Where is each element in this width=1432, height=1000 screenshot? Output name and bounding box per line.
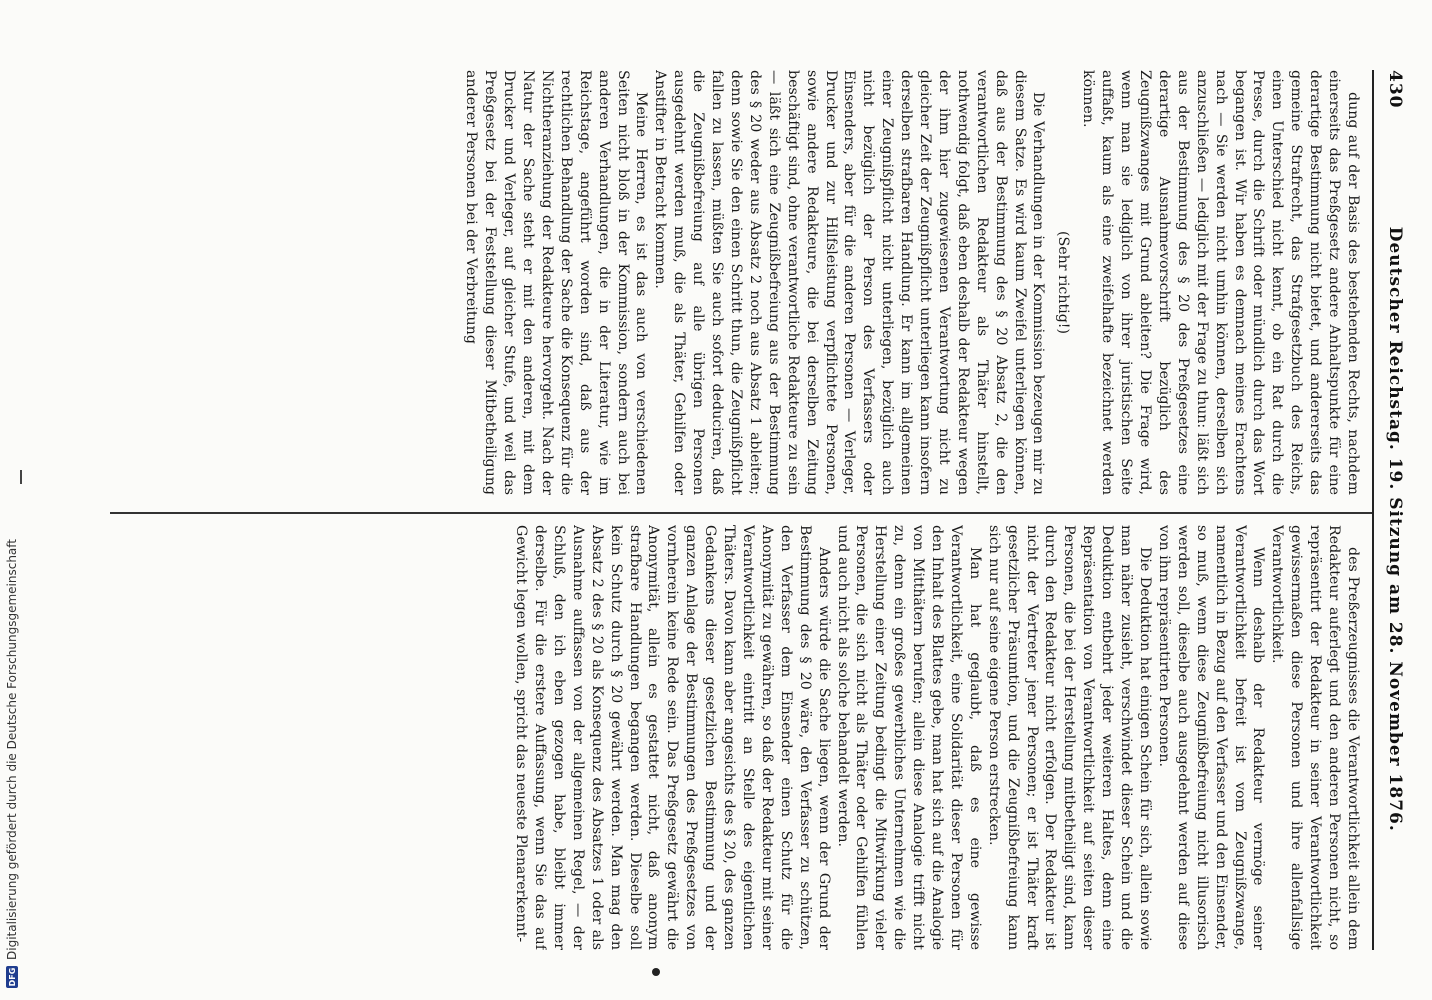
- paragraph: Die Verhandlungen in der Kommission bezeugen mir zu diesem Satze. Es wird kaum Zweifel unterliegen können, daß aus der Bestimmung des § 20 Absatz 2, die den verantwortlichen Redakteur als Thäter hinstellt, nothwendig folgt, daß eben deshalb der Redakteur wegen der ihm hier zugewiesenen Verantwortung nicht zu gleicher Zeit der Zeugnißpflicht unterliegen kann insofern derselben strafbaren Handlung. Er kann im allgemeinen einer Zeugnißpflicht nicht unterliegen, bezüglich auch nicht bezüglich der Person des Verfassers oder Einsenders, aber für die anderen Personen — Verleger, Drucker und zur Hilfsleistung verpflichtete Personen, sowie andere Redakteure, die bei derselben Zeitung beschäftigt sind, ohne verantwortliche Redakteure zu sein — läßt sich eine Zeugnißbefreiung aus der Bestimmung des § 20 weder aus Absatz 2 noch aus Absatz 1 ableiten; denn sowie Sie den einen Schritt thun, die Zeugnißpflicht fallen zu lassen, müßten Sie auch sofort deduciren, daß die Zeugnißbefreiung auf alle übrigen Personen ausgedehnt werden muß, die als Thäter, Gehilfen oder Anstifter in Betracht kommen.: [652, 70, 1047, 495]
- header-title: Deutscher Reichstag. 19. Sitzung am 28. November 1876.: [1385, 226, 1405, 832]
- margin-dot: [652, 968, 660, 976]
- paragraph: Anders würde die Sache liegen, wenn der Grund der Bestimmung des § 20 wäre, den Verfasser zu schützen, den Verfasser dem Einsender einen Schutz für die Anonymität zu gewähren, so daß der Redakteur mit seiner Verantwortlichkeit eintritt an Stelle des eigentlichen Thäters. Davon kann aber angesichts des § 20, des ganzen Gedankens dieser gesetzlichen Bestimmung und der ganzen Anlage der Bestimmungen des Preßgesetzes von vornherein keine Rede sein. Das Preßgesetz gewährt die Anonymität, allein es gestattet nicht, daß anonym strafbare Handlungen begangen werden. Dieselbe soll kein Schutz durch § 20 gewährt werden. Man mag den Absatz 2 des § 20 als Konsequenz des Absatzes 1 oder als Ausnahme auffassen von der allgemeinen Regel, — der Schluß, den ich eben gezogen habe, bleibt immer derselbe. Für die erstere Auffassung, wenn Sie das auf Gewicht legen wollen, spricht das neueste Plenarerkennt-: [513, 525, 832, 950]
- paragraph-interjection: (Sehr richtig!): [1055, 230, 1072, 335]
- paragraph: des Preßerzeugnisses die Verantwortlichkeit allein dem Redakteur auferlegt und den anderen Personen nicht, so repräsentirt der Redakteur in seiner Verantwortlichkeit gewissermaßen diese Personen und ihre allenfallsige Verantwortlichkeit.: [1269, 525, 1361, 950]
- running-header: [1380, 70, 1410, 950]
- credit-text: Digitalisierung gefördert durch die Deutsche Forschungsgemeinschaft: [5, 538, 19, 960]
- paragraph: dung auf der Basis des bestehenden Rechts, nachdem einerseits das Preßgesetz andere Anhaltspunkte für eine derartige Bestimmung nicht bietet, und andererseits das gemeine Strafrecht, das Strafgesetzbuch des Reichs, einen Unterschied nicht kennt, ob ein Rat durch die Presse, durch die Schrift oder mündlich durch das Wort begangen ist. Wir haben es demnach meines Erachtens nach — Sie werden nicht umhin können, derselben sich anzuschließen — lediglich mit der Frage zu thun: läßt sich aus der Bestimmung des § 20 des Preßgesetzes eine derartige Ausnahmevorschrift bezüglich des Zeugnißzwanges mit Grund ableiten? Die Frage wird, wenn man sie lediglich von ihrer juristischen Seite auffaßt, kaum als eine zweifelhafte bezeichnet werden können.: [1080, 70, 1361, 495]
- paragraph: Man hat geglaubt, daß es eine gewisse Verantwortlichkeit, eine Solidarität dieser Personen für den Inhalt des Blattes gebe, man hat sich auf die Analogie von Mitthätern berufen; allein diese Analogie trifft nicht zu, denn ein großes gewerbliches Unternehmen wie die Herstellung einer Zeitung bedingt die Mitwirkung vieler Personen, die sich nicht als Thäter oder Gehilfen fühlen und auch nicht als solche behandelt werden.: [834, 525, 983, 950]
- text-column-left: [112, 70, 1362, 495]
- header-rule: [1372, 70, 1374, 950]
- paragraph: Wenn deshalb der Redakteur vermöge seiner Verantwortlichkeit befreit ist vom Zeugnißzwange, namentlich in Bezug auf den Verfasser und den Einsender, so muß, wenn diese Zeugnißbefreiung nicht illusorisch werden soll, dieselbe auch ausgedehnt werden auf diese von ihm repräsentirten Personen.: [1155, 525, 1267, 950]
- digitization-credit: [2, 368, 22, 988]
- page-number: 430: [1385, 70, 1405, 109]
- paragraph: Die Deduktion hat einigen Schein für sich, allein sowie man näher zusieht, verschwindet dieser Schein und die Deduktion entbehrt jeder weiteren Haltes, denn eine Repräsentation von Verantwortlichkeit auf seiten dieser Personen, die bei der Herstellung mitbetheiligt sind, kann durch den Redakteur nicht erfolgen. Der Redakteur ist nicht der Vertreter jener Personen; er ist Thäter kraft gesetzlicher Präsumtion, und die Zeugnißbefreiung kann sich nur auf seine eigene Person erstrecken.: [985, 525, 1154, 950]
- column-divider: [110, 512, 1372, 514]
- text-column-right: [112, 525, 1362, 950]
- paragraph: Meine Herren, es ist das auch von verschiedenen Seiten nicht bloß in der Kommission, sondern auch bei anderen Verhandlungen, die in der Literatur, wie im Reichstage, angeführt worden sind, daß aus der rechtlichen Behandlung der Sache die Konsequenz für die Nichtheranziehung der Redakteure hervorgeht. Nach der Natur der Sache steht er mit den anderen, mit dem Drucker und Verleger, auf gleicher Stufe, und weil das Preßgesetz bei der Feststellung dieser Mitbetheiligung anderer Personen bei der Verbreitung: [463, 70, 650, 495]
- dfg-logo-icon: DFG: [7, 967, 17, 987]
